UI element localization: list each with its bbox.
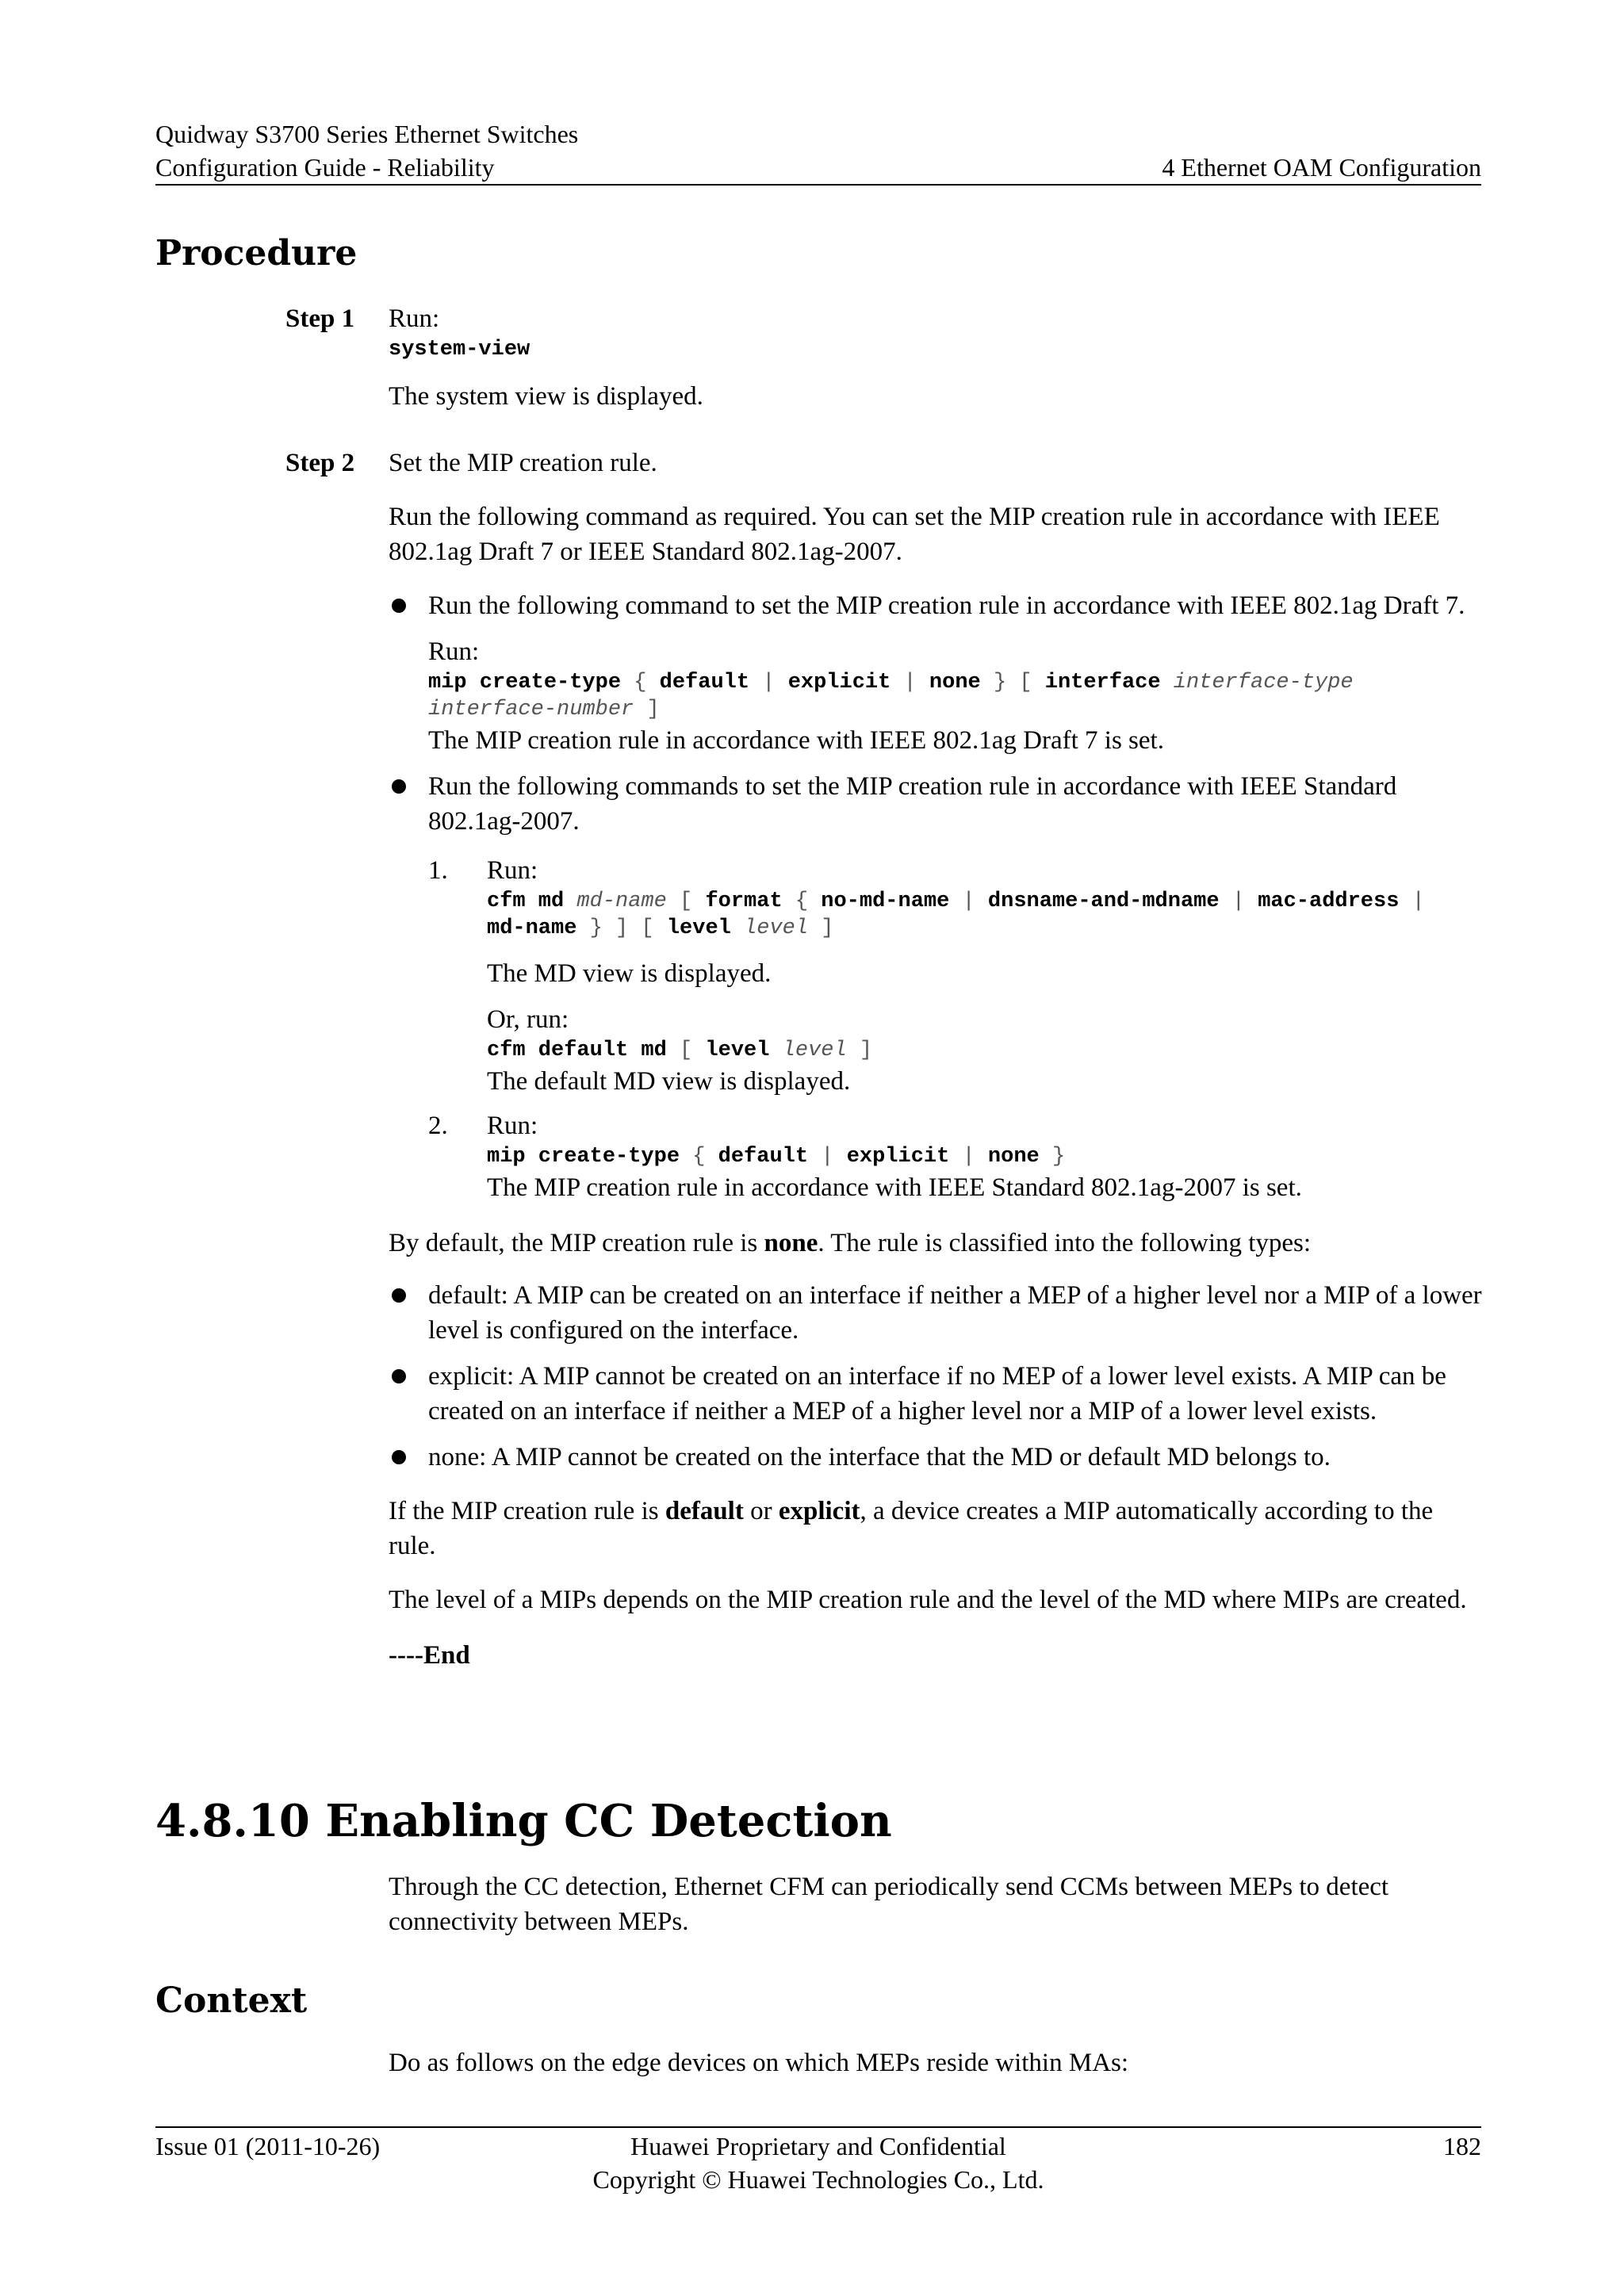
sub-item-2: 2. Run: mip create-type { default | explicit | none } The MIP creation rule in accordance with IEEE Standard 802.1ag-2007 is set.: [428, 1108, 1483, 1205]
step1-body: [389, 301, 1483, 414]
type-none: none: A MIP cannot be created on the interface that the MD or default MD belongs to.: [389, 1440, 1483, 1475]
type-default: default: A MIP can be created on an interface if neither a MEP of a higher level nor a MIP of a lower level is configured on the interface.: [389, 1278, 1483, 1348]
type-explicit: explicit: A MIP cannot be created on an interface if no MEP of a lower level exists. A MIP can be created on an interface if neither a MEP of a higher level nor a MIP of a lower level exists.: [389, 1359, 1483, 1429]
step1-label: Step 1: [285, 304, 355, 333]
step1-run: Run:: [389, 304, 440, 333]
page-header: [155, 117, 1481, 184]
cfm-md-command: cfm md md-name [ format { no-md-name | dnsname-and-mdname | mac-address | md-name } ] [ level level ]: [487, 890, 1425, 940]
footer-page-number: 182: [1443, 2132, 1481, 2160]
bullet-draft7: Run the following command to set the MIP creation rule in accordance with IEEE 802.1ag Draft 7. Run: mip create-type { default | explicit | none } [ interface interface-type interface-number ] The MIP creation rule in accordance with IEEE 802.1ag Draft 7 is set.: [389, 588, 1483, 758]
footer-center: Huawei Proprietary and Confidential Copyright © Huawei Technologies Co., Ltd.: [592, 2132, 1044, 2194]
bullet-dot-icon: [392, 1288, 406, 1303]
section-heading: 4.8.10 Enabling CC Detection: [155, 1795, 892, 1847]
header-rule: [155, 184, 1481, 186]
context-body: Do as follows on the edge devices on which MEPs reside within MAs:: [389, 2049, 1129, 2077]
footer-issue: Issue 01 (2011-10-26): [155, 2132, 381, 2160]
cfm-default-md-command: cfm default md [ level level ]: [487, 1039, 873, 1062]
bullet-dot-icon: [392, 779, 406, 794]
bullet-dot-icon: [392, 599, 406, 613]
mip-create-type-draft7-command: mip create-type { default | explicit | none } [ interface interface-type interface-number ]: [428, 671, 1354, 721]
bullet-dot-icon: [392, 1450, 406, 1464]
step2-label: Step 2: [285, 449, 355, 477]
context-heading: Context: [155, 1980, 308, 2021]
step2-body: [389, 446, 1483, 1673]
step1-command: system-view: [389, 338, 530, 362]
bullet-standard-2007: Run the following commands to set the MIP creation rule in accordance with IEEE Standard 802.1ag-2007. 1. Run: cfm md md-name [ format { no-md-name | dnsname-and-mdname | mac-address | md-name } ] [ level level ] The MD view is displayed. Or, run: cfm default md [ level level ] The default MD view is displayed. 2. Run: mip create-type { default | explicit | none } The MIP creation rule in accordance with IEEE Standard 802.1ag-2007 is set.: [389, 769, 1483, 1205]
bullet-dot-icon: [392, 1369, 406, 1383]
mip-level-text: The level of a MIPs depends on the MIP creation rule and the level of the MD where MIPs are created.: [389, 1586, 1467, 1614]
procedure-end-marker: ----End: [389, 1641, 470, 1670]
sub-item-1: 1. Run: cfm md md-name [ format { no-md-name | dnsname-and-mdname | mac-address | md-name } ] [ level level ] The MD view is displayed. Or, run: cfm default md [ level level ] The default MD view is displayed.: [428, 853, 1483, 1099]
auto-create-text: If the MIP creation rule is default or explicit, a device creates a MIP automatically according to the rule.: [389, 1497, 1434, 1560]
default-rule-text: By default, the MIP creation rule is none. The rule is classified into the following types:: [389, 1229, 1312, 1257]
footer-rule: [155, 2126, 1481, 2128]
mip-create-type-2007-command: mip create-type { default | explicit | none }: [487, 1145, 1066, 1169]
header-guide: Configuration Guide - Reliability: [155, 153, 495, 182]
procedure-heading: Procedure: [155, 233, 358, 274]
step2-intro: Run the following command as required. You can set the MIP creation rule in accordance with IEEE 802.1ag Draft 7 or IEEE Standard 802.1ag-2007.: [389, 503, 1440, 566]
step2-title: Set the MIP creation rule.: [389, 449, 657, 477]
step1-result: The system view is displayed.: [389, 382, 703, 411]
section-intro: Through the CC detection, Ethernet CFM can periodically send CCMs between MEPs to detect connectivity between MEPs.: [389, 1873, 1389, 1936]
header-product: Quidway S3700 Series Ethernet Switches: [155, 120, 579, 148]
header-chapter: 4 Ethernet OAM Configuration: [1162, 153, 1481, 182]
